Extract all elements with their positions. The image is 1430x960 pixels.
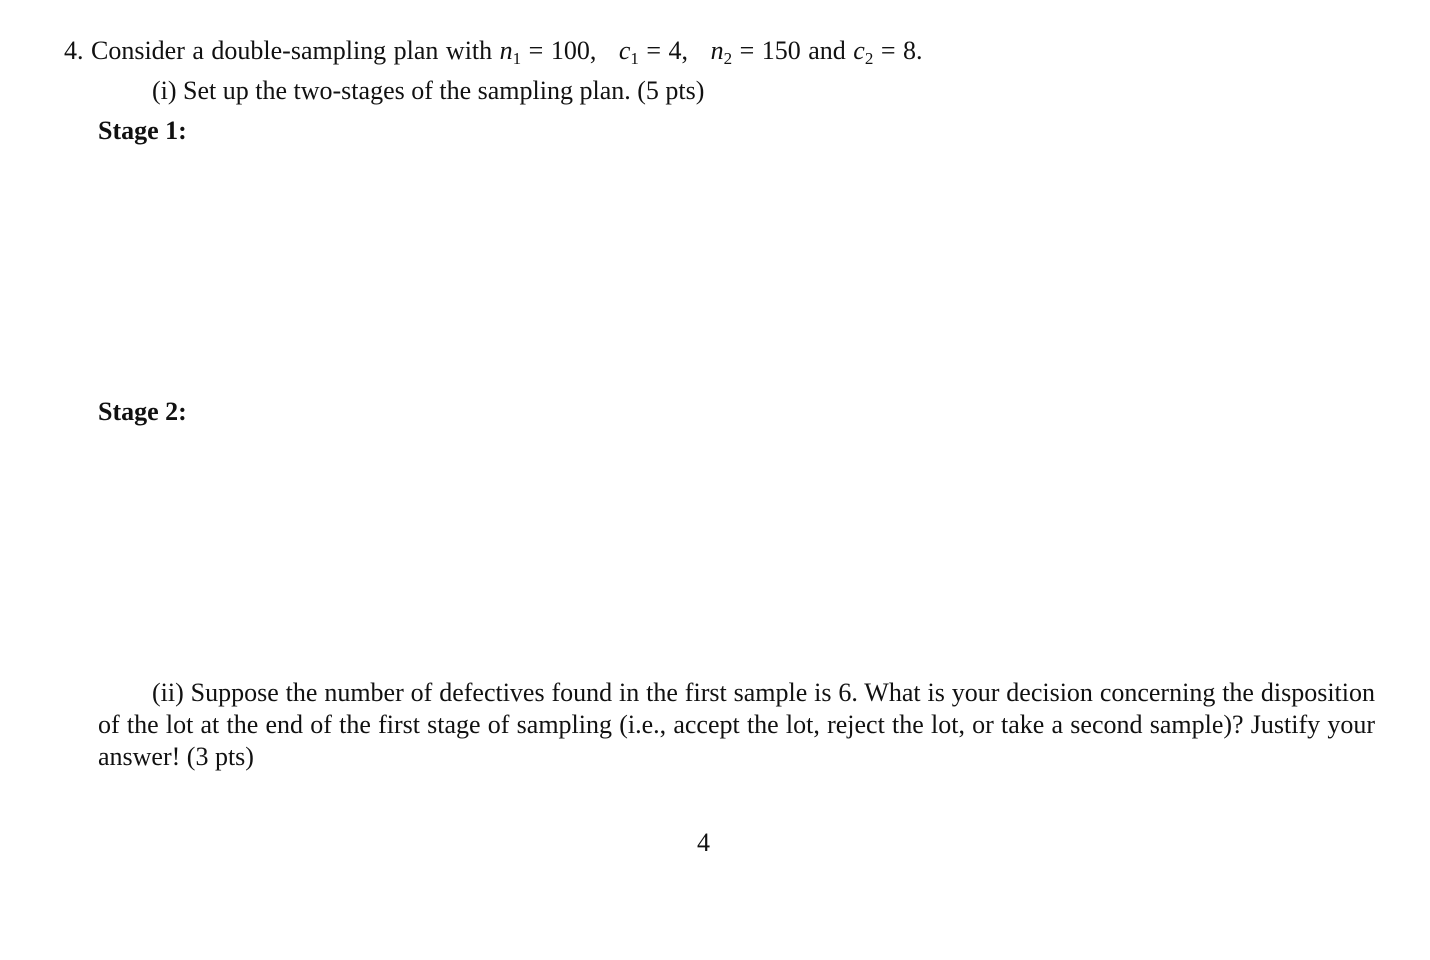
question-intro: Consider a double-sampling plan with: [91, 36, 493, 65]
n1-math: $n_1 = 100$,: [499, 36, 597, 68]
page-number: 4: [697, 828, 710, 857]
n2-math: $n_2 = 150$ and: [710, 36, 846, 68]
question-statement: [64, 36, 922, 66]
stage-2-label: Stage 2:: [98, 397, 187, 426]
part-i-prompt: (i) Set up the two-stages of the sampling plan. (5 pts): [152, 76, 705, 105]
stage-1-label: Stage 1:: [98, 116, 187, 145]
part-ii-prompt: (ii) Suppose the number of defectives found in the first sample is 6. What is your decision concerning the disposition of the lot at the end of the first stage of sampling (i.e., accept the lot, reject the lot, or take a second sample)? Justify your answer! (3 pts): [98, 678, 1375, 771]
c1-math: $c_1 = 4$,: [618, 36, 689, 68]
c2-math: $c_2 = 8$.: [853, 36, 923, 68]
question-number: 4.: [64, 36, 84, 65]
